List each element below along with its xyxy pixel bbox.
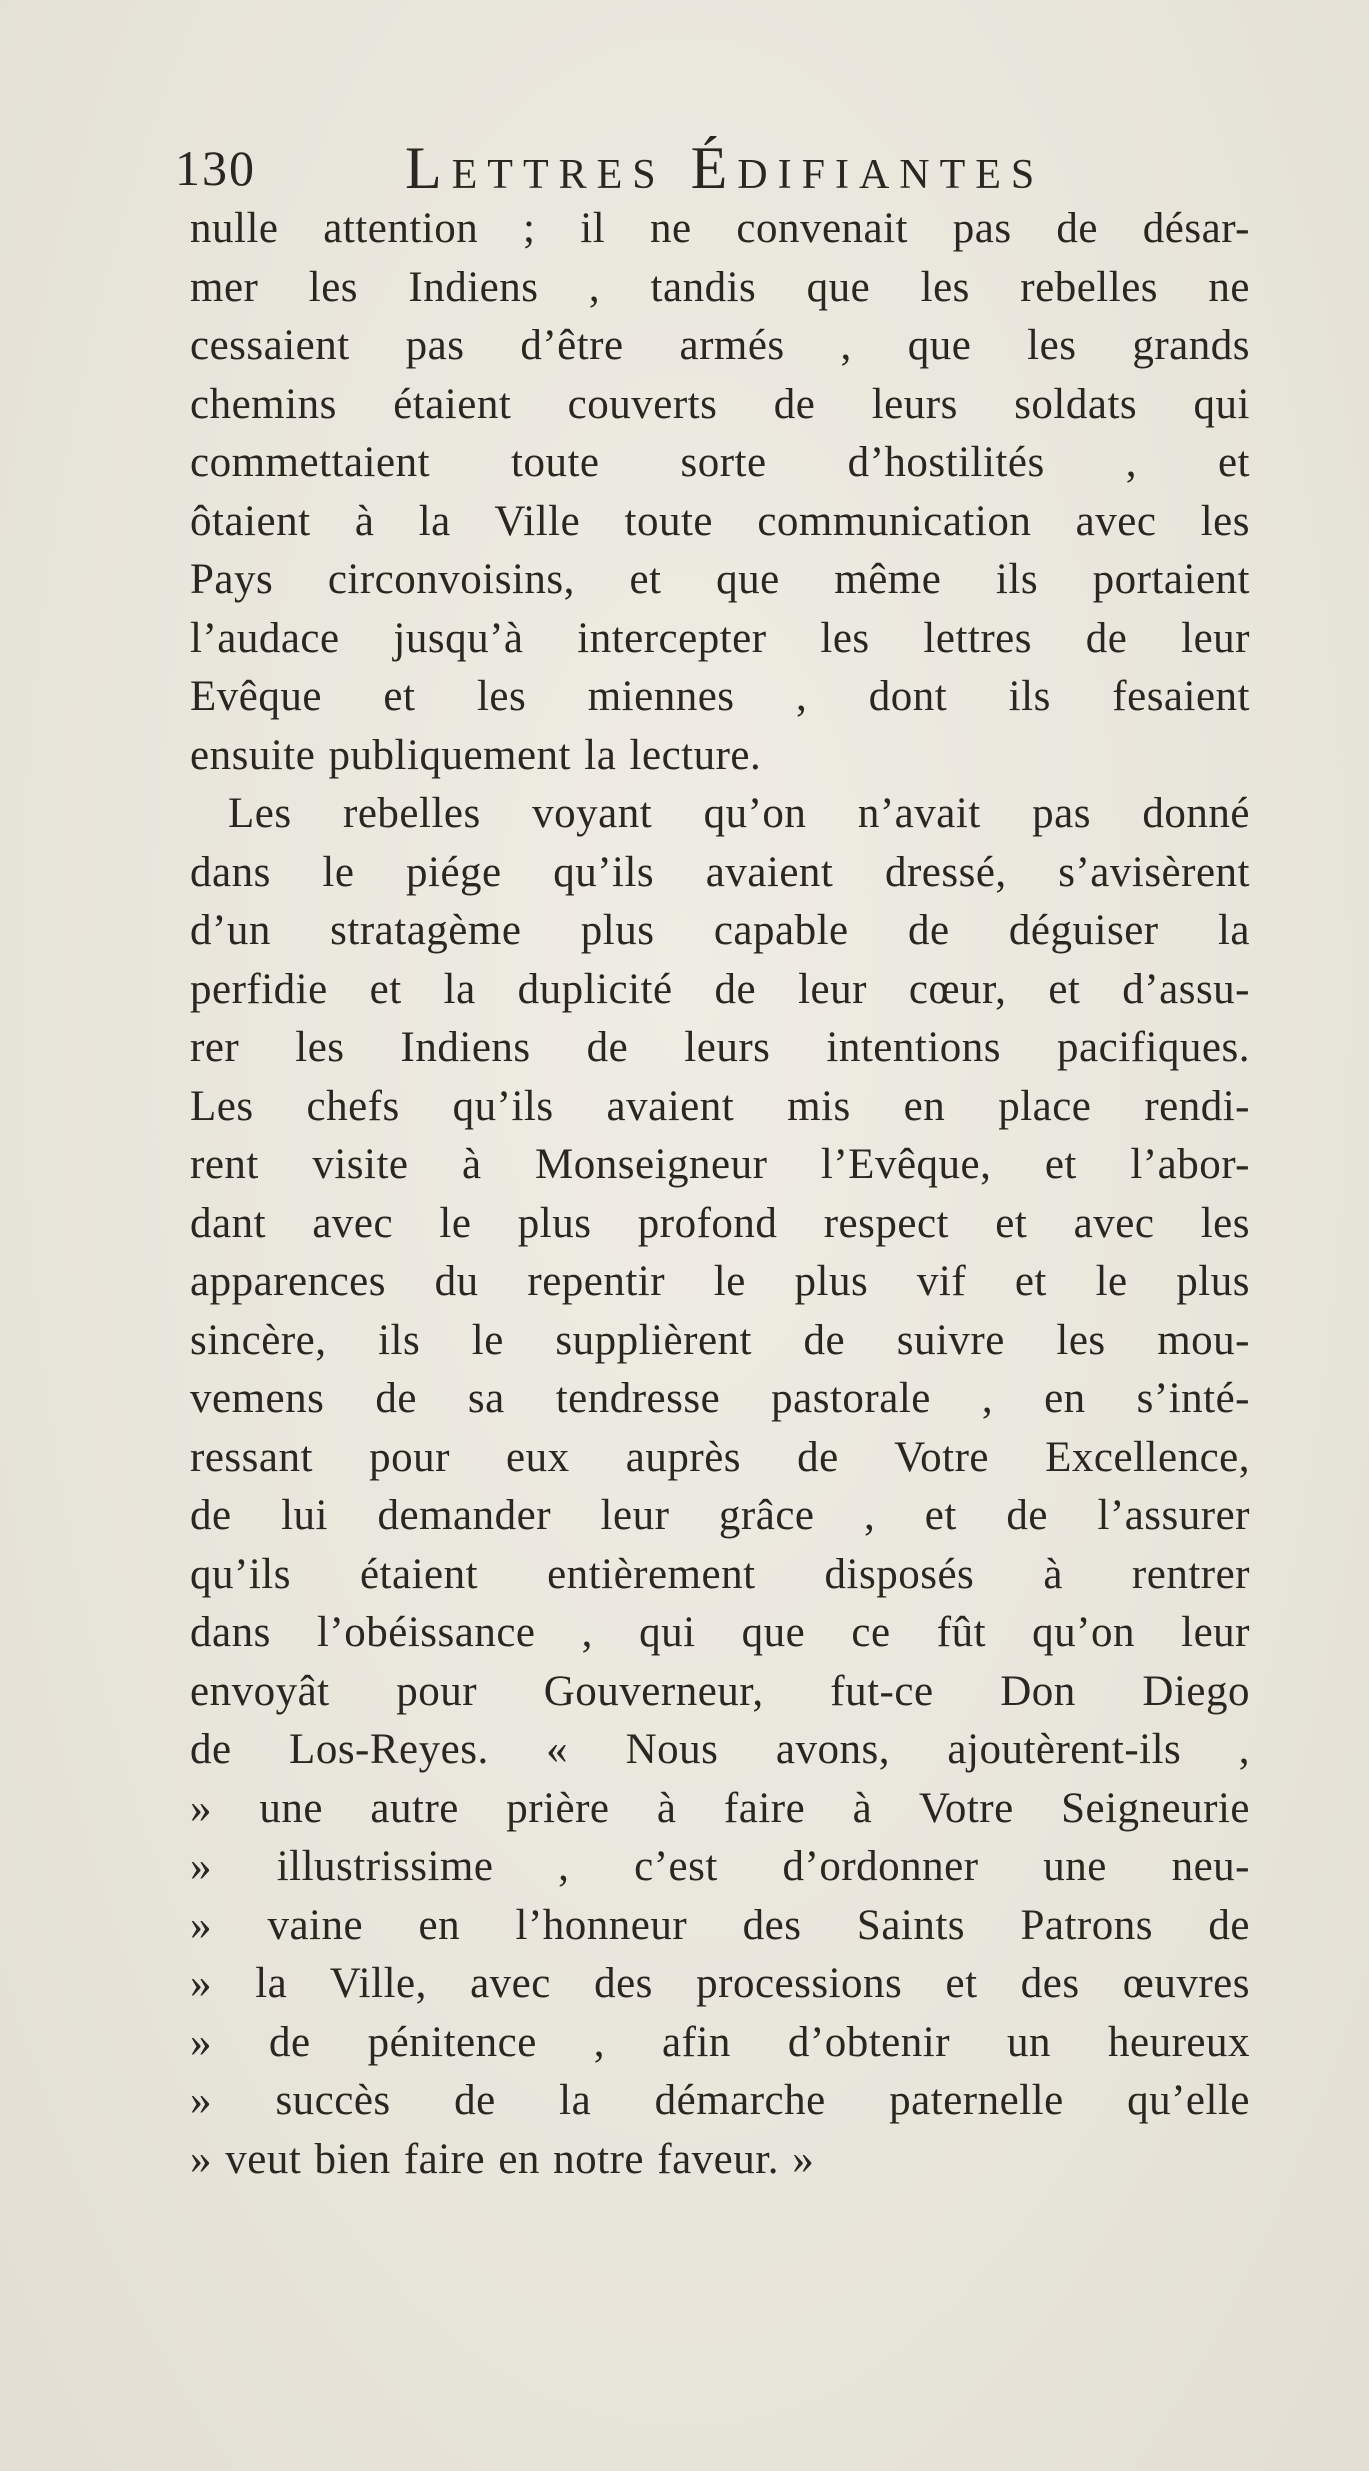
text-line: vemens de sa tendresse pastorale , en s’inté-	[190, 1375, 1250, 1422]
text-line: apparences du repentir le plus vif et le plus	[190, 1258, 1250, 1305]
text-line: qu’ils étaient entièrement disposés à rentrer	[190, 1550, 1250, 1598]
text-line: cessaient pas d’être armés , que les grands	[190, 322, 1250, 369]
text-line: de Los-Reyes. « Nous avons, ajoutèrent-ils ,	[190, 1726, 1250, 1773]
text-line: ôtaient à la Ville toute communication avec les	[190, 497, 1250, 545]
text-line: Evêque et les miennes , dont ils fesaient	[190, 673, 1250, 720]
running-head	[175, 135, 1235, 201]
text-line: » vaine en l’honneur des Saints Patrons de	[190, 1901, 1250, 1949]
text-line: d’un stratagème plus capable de déguiser la	[190, 907, 1250, 954]
page-number: 130	[175, 140, 256, 196]
text-line: mer les Indiens , tandis que les rebelles ne	[190, 263, 1250, 311]
text-line: commettaient toute sorte d’hostilités , et	[190, 439, 1250, 486]
text-line: Pays circonvoisins, et que même ils portaient	[190, 556, 1250, 603]
text-line: » succès de la démarche paternelle qu’elle	[190, 2077, 1250, 2124]
text-line: » veut bien faire en notre faveur. »	[190, 2135, 815, 2183]
text-line: nulle attention ; il ne convenait pas de désar-	[190, 205, 1250, 252]
text-line: dans l’obéissance , qui que ce fût qu’on leur	[190, 1609, 1250, 1656]
text-line: sincère, ils le supplièrent de suivre les mou-	[190, 1316, 1250, 1364]
text-line: rer les Indiens de leurs intentions pacifiques.	[190, 1024, 1250, 1071]
text-line: rent visite à Monseigneur l’Evêque, et l’abor-	[190, 1141, 1250, 1188]
running-head-title: Lettres Édifiantes	[405, 135, 1045, 201]
text-line: de lui demander leur grâce , et de l’assurer	[190, 1492, 1250, 1539]
body-text	[190, 200, 1250, 2189]
text-line: » la Ville, avec des processions et des œuvres	[190, 1960, 1250, 2007]
text-line: » une autre prière à faire à Votre Seigneurie	[190, 1784, 1250, 1832]
text-line: dans le piége qu’ils avaient dressé, s’avisèrent	[190, 848, 1250, 896]
text-line: ensuite publiquement la lecture.	[190, 731, 762, 779]
text-line: perfidie et la duplicité de leur cœur, et d’assu-	[190, 965, 1250, 1013]
text-line: Les chefs qu’ils avaient mis en place rendi-	[190, 1082, 1250, 1130]
text-line: l’audace jusqu’à intercepter les lettres de leur	[190, 614, 1250, 662]
text-line: envoyât pour Gouverneur, fut-ce Don Diego	[190, 1667, 1250, 1715]
text-line: dant avec le plus profond respect et avec les	[190, 1199, 1250, 1247]
text-line: Les rebelles voyant qu’on n’avait pas donné	[228, 790, 1250, 837]
text-line: chemins étaient couverts de leurs soldats qui	[190, 380, 1250, 428]
text-line: ressant pour eux auprès de Votre Excellence,	[190, 1433, 1250, 1481]
text-line: » illustrissime , c’est d’ordonner une neu-	[190, 1843, 1250, 1890]
text-line: » de pénitence , afin d’obtenir un heureux	[190, 2018, 1250, 2066]
